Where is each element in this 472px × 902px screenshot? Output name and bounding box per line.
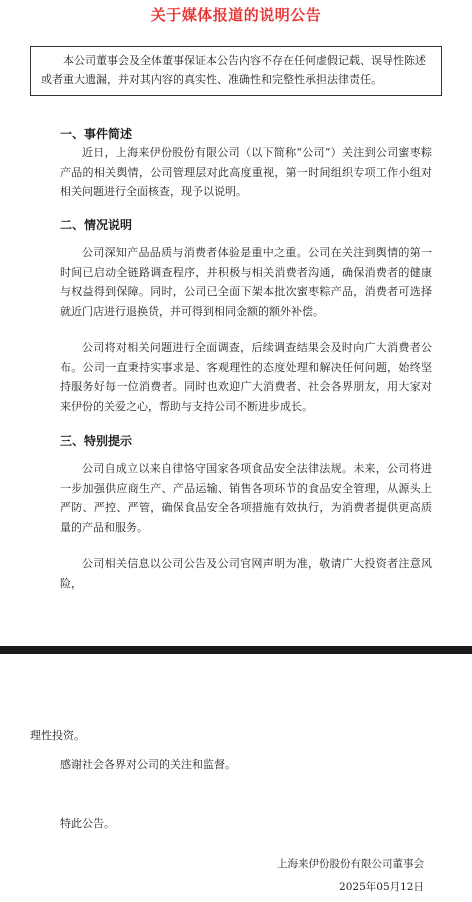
page-break-divider [0,646,472,654]
section-heading-special-notice: 三、特别提示 [60,434,133,448]
paragraph-situation-1: 公司深知产品品质与消费者体验是重中之重。公司在关注到舆情的第一时间已启动全链路调查程序，并积极与相关消费者沟通，确保消费者的健康与权益得到保障。同时，公司已全面下架本批次蜜枣粽产品，消费者可选择就近门店进行退换货，并可得到相同金额的额外补偿。 [60,246,432,318]
closing-text: 特此公告。 [60,817,115,830]
paragraph-special-notice-2: 公司相关信息以公司公告及公司官网声明为准，敬请广大投资者注意风险， [60,557,432,590]
thanks-text: 感谢社会各界对公司的关注和监督。 [60,758,236,771]
paragraph-situation-2: 公司将对相关问题进行全面调查，后续调查结果会及时向广大消费者公布。公司一直秉持实事求是、客观理性的态度处理和解决任何问题，始终坚持服务好每一位消费者。同时也欢迎广大消费者、社会各界朋友，用大家对来伊份的关爱之心，帮助与支持公司不断进步成长。 [60,341,432,413]
paragraph-event-summary: 近日，上海来伊份股份有限公司（以下简称“公司”）关注到公司蜜枣粽产品的相关舆情，公司管理层对此高度重视，第一时间组织专项工作小组对相关问题进行全面核查，现予以说明。 [60,146,432,198]
announcement-date: 2025年05月12日 [339,881,424,893]
document-title: 关于媒体报道的说明公告 [150,6,322,24]
paragraph-special-notice-1: 公司自成立以来自律恪守国家各项食品安全法律法规。未来，公司将进一步加强供应商生产、产品运输、销售各项环节的食品安全管理，从源头上严防、严控、严管，确保食品安全各项措施有效执行，为消费者提供更高质量的产品和服务。 [60,462,432,534]
section-heading-event-summary: 一、事件简述 [60,127,133,141]
board-statement-box: 本公司董事会及全体董事保证本公告内容不存在任何虚假记载、误导性陈述或者重大遗漏，并对其内容的真实性、准确性和完整性承担法律责任。 [30,46,442,96]
signature-company: 上海来伊份股份有限公司董事会 [277,858,424,870]
section-heading-situation: 二、情况说明 [60,218,133,232]
continuation-text: 理性投资。 [30,729,85,742]
